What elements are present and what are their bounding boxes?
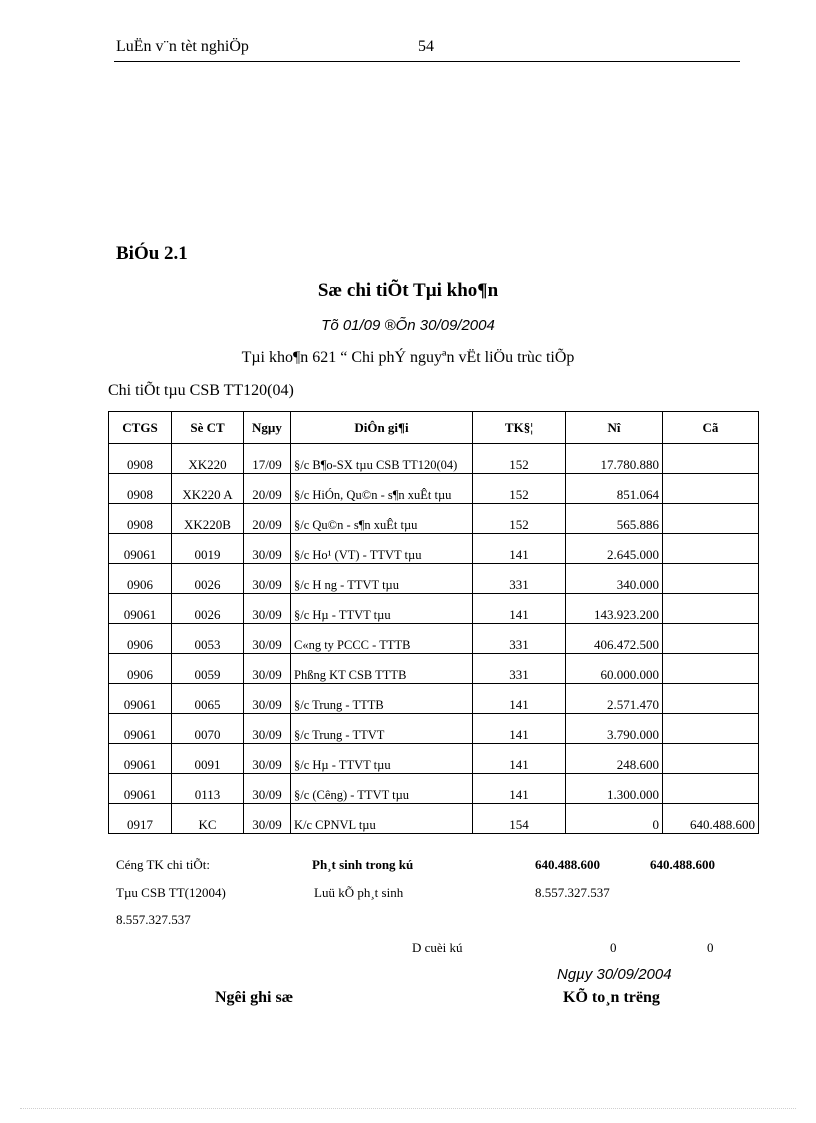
cell-tk: 154: [473, 804, 566, 834]
cell-ngay: 30/09: [244, 774, 291, 804]
cell-ngay: 30/09: [244, 714, 291, 744]
ending-balance-debit: 0: [610, 940, 617, 955]
table-row: [109, 714, 759, 744]
cell-ctgs: 0908: [109, 474, 172, 504]
cell-so-ct: 0026: [172, 564, 244, 594]
cell-co: [663, 444, 759, 474]
cell-ctgs: 0908: [109, 444, 172, 474]
cell-dien-giai: Phßng KT CSB TTTB: [291, 654, 473, 684]
cell-ngay: 20/09: [244, 474, 291, 504]
col-header-ngay: Ngµy: [244, 412, 291, 444]
col-header-ctgs: CTGS: [109, 412, 172, 444]
table-header-row: [109, 412, 759, 444]
vessel-value: 8.557.327.537: [116, 912, 191, 927]
cell-co: [663, 744, 759, 774]
cell-dien-giai: §/c Hµ - TTVT tµu: [291, 744, 473, 774]
cell-co: [663, 684, 759, 714]
cell-co: [663, 504, 759, 534]
cell-no: 565.886: [566, 504, 663, 534]
cell-ngay: 30/09: [244, 594, 291, 624]
total-label: Céng TK chi tiÕt:: [116, 857, 211, 872]
cell-ctgs: 0917: [109, 804, 172, 834]
table-row: [109, 534, 759, 564]
cell-no: 2.571.470: [566, 684, 663, 714]
cell-co: [663, 774, 759, 804]
cell-tk: 141: [473, 534, 566, 564]
table-row: [109, 474, 759, 504]
col-header-dien-giai: DiÔn gi¶i: [291, 412, 473, 444]
cell-no: 406.472.500: [566, 624, 663, 654]
cell-ngay: 30/09: [244, 534, 291, 564]
cell-no: 17.780.880: [566, 444, 663, 474]
cell-no: 851.064: [566, 474, 663, 504]
cell-tk: 152: [473, 444, 566, 474]
header-rule: [114, 61, 740, 62]
signature-date: Ngµy 30/09/2004: [557, 966, 672, 983]
cell-no: 143.923.200: [566, 594, 663, 624]
cell-tk: 331: [473, 564, 566, 594]
cell-dien-giai: C«ng ty PCCC - TTTB: [291, 624, 473, 654]
cell-no: 3.790.000: [566, 714, 663, 744]
period-arising-label: Ph¸t sinh trong kú: [312, 857, 414, 872]
table-row: [109, 624, 759, 654]
cell-ctgs: 09061: [109, 534, 172, 564]
cell-tk: 141: [473, 774, 566, 804]
cell-so-ct: 0091: [172, 744, 244, 774]
cell-dien-giai: §/c Qu©n - s¶n xuÊt tµu: [291, 504, 473, 534]
cell-ngay: 30/09: [244, 684, 291, 714]
cell-so-ct: 0053: [172, 624, 244, 654]
figure-label: BiÓu 2.1: [116, 243, 188, 264]
period-arising-debit: 640.488.600: [535, 857, 600, 872]
vessel-label: Tµu CSB TT(12004): [116, 885, 226, 900]
cell-co: [663, 714, 759, 744]
table-row: [109, 684, 759, 714]
cell-dien-giai: §/c H ng - TTVT tµu: [291, 564, 473, 594]
cell-ngay: 30/09: [244, 654, 291, 684]
cell-ngay: 30/09: [244, 804, 291, 834]
cell-co: [663, 474, 759, 504]
signature-recorder: Ngêi ghi sæ: [215, 989, 294, 1006]
cell-ctgs: 09061: [109, 744, 172, 774]
cell-co: 640.488.600: [663, 804, 759, 834]
cell-ctgs: 0906: [109, 564, 172, 594]
col-header-co: Cã: [663, 412, 759, 444]
table-row: [109, 654, 759, 684]
cell-dien-giai: §/c B¶o-SX tµu CSB TT120(04): [291, 444, 473, 474]
cell-tk: 331: [473, 624, 566, 654]
signature-chief-accountant: KÕ to¸n trëng: [563, 989, 660, 1006]
cell-so-ct: KC: [172, 804, 244, 834]
cell-dien-giai: §/c HiÓn, Qu©n - s¶n xuÊt tµu: [291, 474, 473, 504]
cell-so-ct: 0019: [172, 534, 244, 564]
cell-ngay: 30/09: [244, 564, 291, 594]
ledger-table: [108, 411, 759, 834]
cell-so-ct: 0059: [172, 654, 244, 684]
cell-dien-giai: §/c Trung - TTTB: [291, 684, 473, 714]
cell-so-ct: 0026: [172, 594, 244, 624]
cell-no: 1.300.000: [566, 774, 663, 804]
cell-tk: 141: [473, 714, 566, 744]
cell-ngay: 20/09: [244, 504, 291, 534]
cell-tk: 141: [473, 684, 566, 714]
document-title: Sæ chi tiÕt Tµi kho¶n: [317, 280, 499, 301]
cell-dien-giai: §/c Ho¹ (VT) - TTVT tµu: [291, 534, 473, 564]
cell-tk: 152: [473, 504, 566, 534]
cell-no: 248.600: [566, 744, 663, 774]
table-row: [109, 774, 759, 804]
col-header-no: Nî: [566, 412, 663, 444]
cell-ctgs: 0906: [109, 624, 172, 654]
cell-ctgs: 09061: [109, 684, 172, 714]
cell-so-ct: XK220B: [172, 504, 244, 534]
cell-ngay: 17/09: [244, 444, 291, 474]
cell-tk: 141: [473, 744, 566, 774]
cell-ctgs: 09061: [109, 714, 172, 744]
table-row: [109, 744, 759, 774]
page-bottom-divider: [20, 1108, 796, 1109]
col-header-so-ct: Sè CT: [172, 412, 244, 444]
cell-tk: 141: [473, 594, 566, 624]
cell-ctgs: 0908: [109, 504, 172, 534]
period-line: Tõ 01/09 ®Õn 30/09/2004: [321, 317, 495, 334]
account-line: Tµi kho¶n 621 “ Chi phÝ nguyªn vËt liÖu trùc tiÕp: [241, 349, 575, 366]
cell-ctgs: 0906: [109, 654, 172, 684]
cell-tk: 152: [473, 474, 566, 504]
cell-no: 0: [566, 804, 663, 834]
cell-co: [663, 654, 759, 684]
cell-ctgs: 09061: [109, 774, 172, 804]
cumulative-value: 8.557.327.537: [535, 885, 610, 900]
running-header-title: LuËn v¨n tèt nghiÖp: [116, 38, 249, 55]
cell-so-ct: XK220: [172, 444, 244, 474]
ending-balance-credit: 0: [707, 940, 714, 955]
cumulative-label: Luü kÕ ph¸t sinh: [314, 885, 404, 900]
cell-no: 60.000.000: [566, 654, 663, 684]
cell-ngay: 30/09: [244, 624, 291, 654]
cell-dien-giai: K/c CPNVL tµu: [291, 804, 473, 834]
cell-so-ct: 0070: [172, 714, 244, 744]
cell-ctgs: 09061: [109, 594, 172, 624]
table-row: [109, 504, 759, 534]
col-header-tk: TK§¦: [473, 412, 566, 444]
cell-dien-giai: §/c (Cêng) - TTVT tµu: [291, 774, 473, 804]
cell-co: [663, 564, 759, 594]
ending-balance-label: D cuèi kú: [412, 940, 463, 955]
cell-co: [663, 624, 759, 654]
cell-so-ct: XK220 A: [172, 474, 244, 504]
cell-co: [663, 594, 759, 624]
cell-ngay: 30/09: [244, 744, 291, 774]
cell-so-ct: 0065: [172, 684, 244, 714]
cell-no: 2.645.000: [566, 534, 663, 564]
table-row: [109, 594, 759, 624]
cell-no: 340.000: [566, 564, 663, 594]
cell-tk: 331: [473, 654, 566, 684]
cell-co: [663, 534, 759, 564]
page-number: 54: [418, 38, 434, 55]
detail-line: Chi tiÕt tµu CSB TT120(04): [108, 382, 294, 399]
period-arising-credit: 640.488.600: [650, 857, 715, 872]
cell-dien-giai: §/c Hµ - TTVT tµu: [291, 594, 473, 624]
cell-so-ct: 0113: [172, 774, 244, 804]
cell-dien-giai: §/c Trung - TTVT: [291, 714, 473, 744]
table-row: [109, 444, 759, 474]
table-row: [109, 804, 759, 834]
table-row: [109, 564, 759, 594]
